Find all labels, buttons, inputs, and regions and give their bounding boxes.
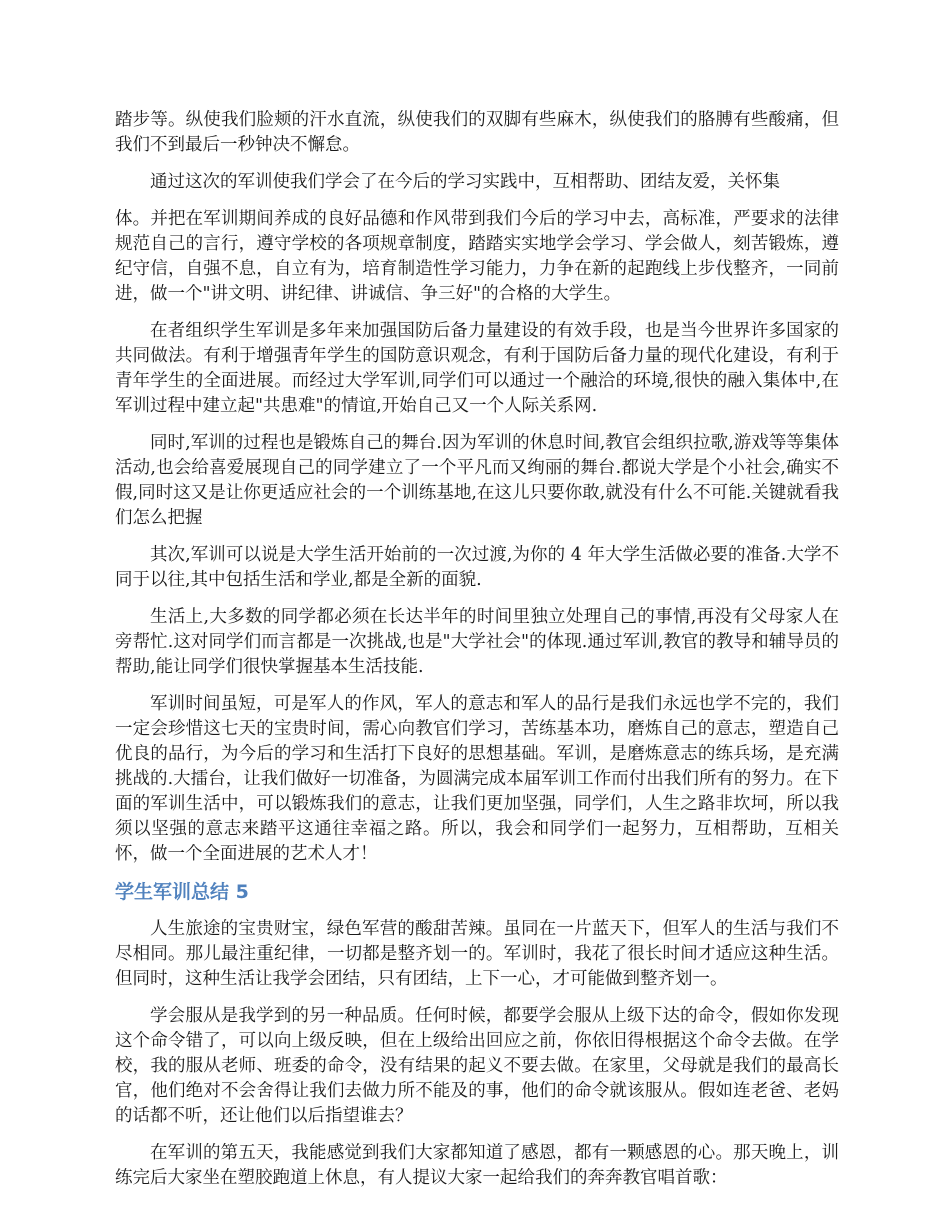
document-page [115, 108, 839, 1203]
paragraph-6: 其次,军训可以说是大学生活开始前的一次过渡,为你的 4 年大学生活做必要的准备.大学不同于以往,其中包括生活和学业,都是全新的面貌. [115, 545, 839, 590]
paragraph-2: 通过这次的军训使我们学会了在今后的学习实践中，互相帮助、团结友爱，关怀集 [150, 172, 780, 192]
paragraph-10: 学会服从是我学到的另一种品质。任何时候，都要学会服从上级下达的命令，假如你发现这个命令错了，可以向上级反映，但在上级给出回应之前，你依旧得根据这个命令去做。在学校，我的服从老师、班委的命令，没有结果的起义不要去做。在家里，父母就是我们的最高长官，他们绝对不会舍得让我们去做力所不能及的事，他们的命令就该服从。假如连老爸、老妈的话都不听，还让他们以后指望谁去？ [115, 1006, 839, 1126]
paragraph-11: 在军训的第五天，我能感觉到我们大家都知道了感恩，都有一颗感恩的心。那天晚上，训练完后大家坐在塑胶跑道上休息，有人提议大家一起给我们的奔奔教官唱首歌： [115, 1143, 839, 1188]
paragraph-7: 生活上,大多数的同学都必须在长达半年的时间里独立处理自己的事情,再没有父母家人在旁帮忙.这对同学们而言都是一次挑战,也是"大学社会"的体现.通过军训,教官的教导和辅导员的帮助,能让同学们很快掌握基本生活技能. [115, 607, 839, 677]
paragraph-1: 踏步等。纵使我们脸颊的汗水直流，纵使我们的双脚有些麻木，纵使我们的胳膊有些酸痛，但我们不到最后一秒钟决不懈怠。 [115, 110, 839, 155]
paragraph-4: 在者组织学生军训是多年来加强国防后备力量建设的有效手段，也是当今世界许多国家的共同做法。有利于增强青年学生的国防意识观念，有利于国防后备力量的现代化建设，有利于青年学生的全面进展。而经过大学军训,同学们可以通过一个融洽的环境,很快的融入集体中,在军训过程中建立起"共患难"的情谊,开始自己又一个人际关系网. [115, 321, 839, 416]
paragraph-5: 同时,军训的过程也是锻炼自己的舞台.因为军训的休息时间,教官会组织拉歌,游戏等等集体活动,也会给喜爱展现自己的同学建立了一个平凡而又绚丽的舞台.都说大学是个小社会,确实不假,同时这又是让你更适应社会的一个训练基地,在这儿只要你敢,就没有什么不可能.关键就看我们怎么把握 [115, 433, 839, 528]
paragraph-9: 人生旅途的宝贵财宝，绿色军营的酸甜苦辣。虽同在一片蓝天下，但军人的生活与我们不尽相同。那儿最注重纪律，一切都是整齐划一的。军训时，我花了很长时间才适应这种生活。但同时，这种生活让我学会团结，只有团结，上下一心，才可能做到整齐划一。 [115, 919, 839, 989]
paragraph-3: 体。并把在军训期间养成的良好品德和作风带到我们今后的学习中去，高标准，严要求的法律规范自己的言行，遵守学校的各项规章制度，踏踏实实地学会学习、学会做人，刻苦锻炼，遵纪守信，自强不息，自立有为，培育制造性学习能力，力争在新的起跑线上步伐整齐，一同前进，做一个"讲文明、讲纪律、讲诚信、争三好"的合格的大学生。 [115, 209, 839, 304]
section-heading: 学生军训总结 5 [115, 881, 249, 903]
paragraph-8: 军训时间虽短，可是军人的作风，军人的意志和军人的品行是我们永远也学不完的，我们一定会珍惜这七天的宝贵时间，需心向教官们学习，苦练基本功，磨炼自己的意志，塑造自己优良的品行，为今后的学习和生活打下良好的思想基础。军训，是磨炼意志的练兵场，是充满挑战的.大擂台，让我们做好一切准备，为圆满完成本届军训工作而付出我们所有的努力。在下面的军训生活中，可以锻炼我们的意志，让我们更加坚强，同学们，人生之路非坎坷，所以我须以坚强的意志来踏平这通往幸福之路。所以，我会和同学们一起努力，互相帮助，互相关怀，做一个全面进展的艺术人才！ [115, 694, 839, 864]
